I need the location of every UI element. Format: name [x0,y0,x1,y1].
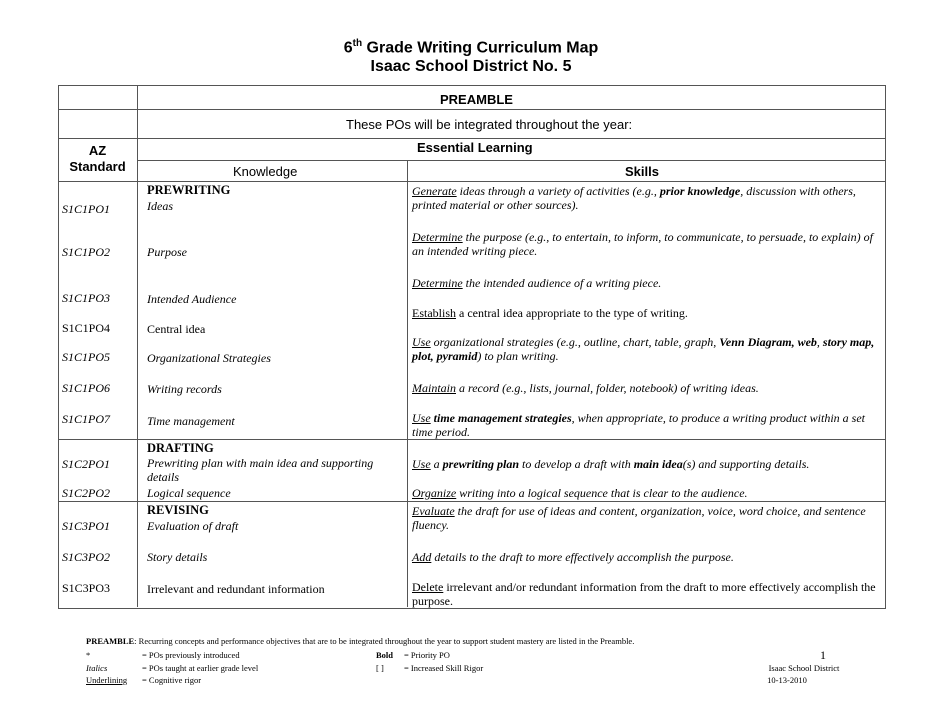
section-prewriting: PREWRITING [147,183,231,197]
skill-item: Use time management strategies, when appropriate, to produce a writing product within a set time period. [412,411,865,439]
standard-code: S1C2PO2 [62,486,110,500]
standard-code: S1C1PO3 [62,291,110,305]
essential-learning-header: Essential Learning [417,140,533,155]
legend-key-bold: Bold [376,650,394,660]
skill-item: Establish a central idea appropriate to the type of writing. [412,306,688,320]
standard-code: S1C2PO1 [62,457,110,471]
legend-key-brackets: [ ] [376,663,384,673]
knowledge-item: Central idea [147,322,206,336]
standard-code: S1C3PO2 [62,550,110,564]
standard-code: S1C1PO2 [62,245,110,259]
legend-key-asterisk: * [86,650,91,660]
standard-code: S1C1PO4 [62,321,111,335]
grid-line [137,86,138,607]
grid-line [137,160,885,161]
standard-code: S1C1PO7 [62,412,110,426]
district-footer: Isaac School District [768,663,840,673]
knowledge-item: Story details [147,550,208,564]
district-title: Isaac School District No. 5 [370,58,572,75]
legend-value: = Cognitive rigor [142,675,202,685]
standard-label: Standard [69,159,126,174]
knowledge-item: Evaluation of draft [147,519,239,533]
az-label: AZ [88,143,107,158]
page-title: 6th Grade Writing Curriculum Map [343,38,599,57]
standard-code: S1C1PO1 [62,202,110,216]
standard-code: S1C3PO3 [62,581,111,595]
skill-item: Use organizational strategies (e.g., outline, chart, table, graph, Venn Diagram, web, story map, plot, pyramid) to plan writing. [412,335,875,363]
knowledge-item: Writing records [147,382,222,396]
standard-code: S1C1PO5 [62,350,110,364]
grid-line [58,439,885,440]
skill-item: Evaluate the draft for use of ideas and content, organization, voice, word choice, and sentence fluency. [412,504,866,532]
skill-item: Organize writing into a logical sequence that is clear to the audience. [412,486,748,500]
legend-value: = POs taught at earlier grade level [142,663,259,673]
grid-line [58,138,885,139]
skill-item: Use a prewriting plan to develop a draft with main idea(s) and supporting details. [412,457,810,471]
knowledge-item: Intended Audience [147,292,237,306]
skill-item: Determine the purpose (e.g., to entertain, to inform, to communicate, to persuade, to explain) of an intended writing piece. [412,230,873,258]
section-drafting: DRAFTING [147,441,214,455]
legend-key-underlining: Underlining [86,675,128,685]
skill-item: Add details to the draft to more effectively accomplish the purpose. [412,550,734,564]
skill-item: Maintain a record (e.g., lists, journal, folder, notebook) of writing ideas. [412,381,759,395]
standard-code: S1C3PO1 [62,519,110,533]
date-footer: 10-13-2010 [767,675,807,685]
legend-value: = Priority PO [404,650,450,660]
legend-key-italics: Italics [86,663,108,673]
preamble-note: PREAMBLE: Recurring concepts and performance objectives that are to be integrated throughout the year to support student mastery are listed in the Preamble. [86,636,635,646]
knowledge-item: Irrelevant and redundant information [147,582,325,596]
knowledge-item: Time management [147,414,235,428]
legend-value: = Increased Skill Rigor [404,663,484,673]
knowledge-item: Ideas [147,199,173,213]
grid-line [58,501,885,502]
preamble-header: PREAMBLE [440,92,513,107]
grid-line [407,160,408,607]
integrated-note: These POs will be integrated throughout the year: [346,117,633,132]
skill-item: Determine the intended audience of a writing piece. [412,276,662,290]
skills-header: Skills [625,164,659,179]
grid-line [58,181,885,182]
skill-item: Generate ideas through a variety of activities (e.g., prior knowledge, discussion with others, printed material or other sources). [412,184,856,212]
page-number: 1 [820,648,826,662]
knowledge-item: Organizational Strategies [147,351,271,365]
knowledge-item: Purpose [147,245,187,259]
skill-item: Delete irrelevant and/or redundant information from the draft to more effectively accomplish the purpose. [412,580,876,608]
section-revising: REVISING [147,503,209,517]
knowledge-header: Knowledge [233,164,298,179]
knowledge-item: Logical sequence [147,486,231,500]
knowledge-item: Prewriting plan with main idea and supporting details [147,456,374,484]
legend-value: = POs previously introduced [142,650,240,660]
standard-code: S1C1PO6 [62,381,110,395]
grid-line [58,109,885,110]
